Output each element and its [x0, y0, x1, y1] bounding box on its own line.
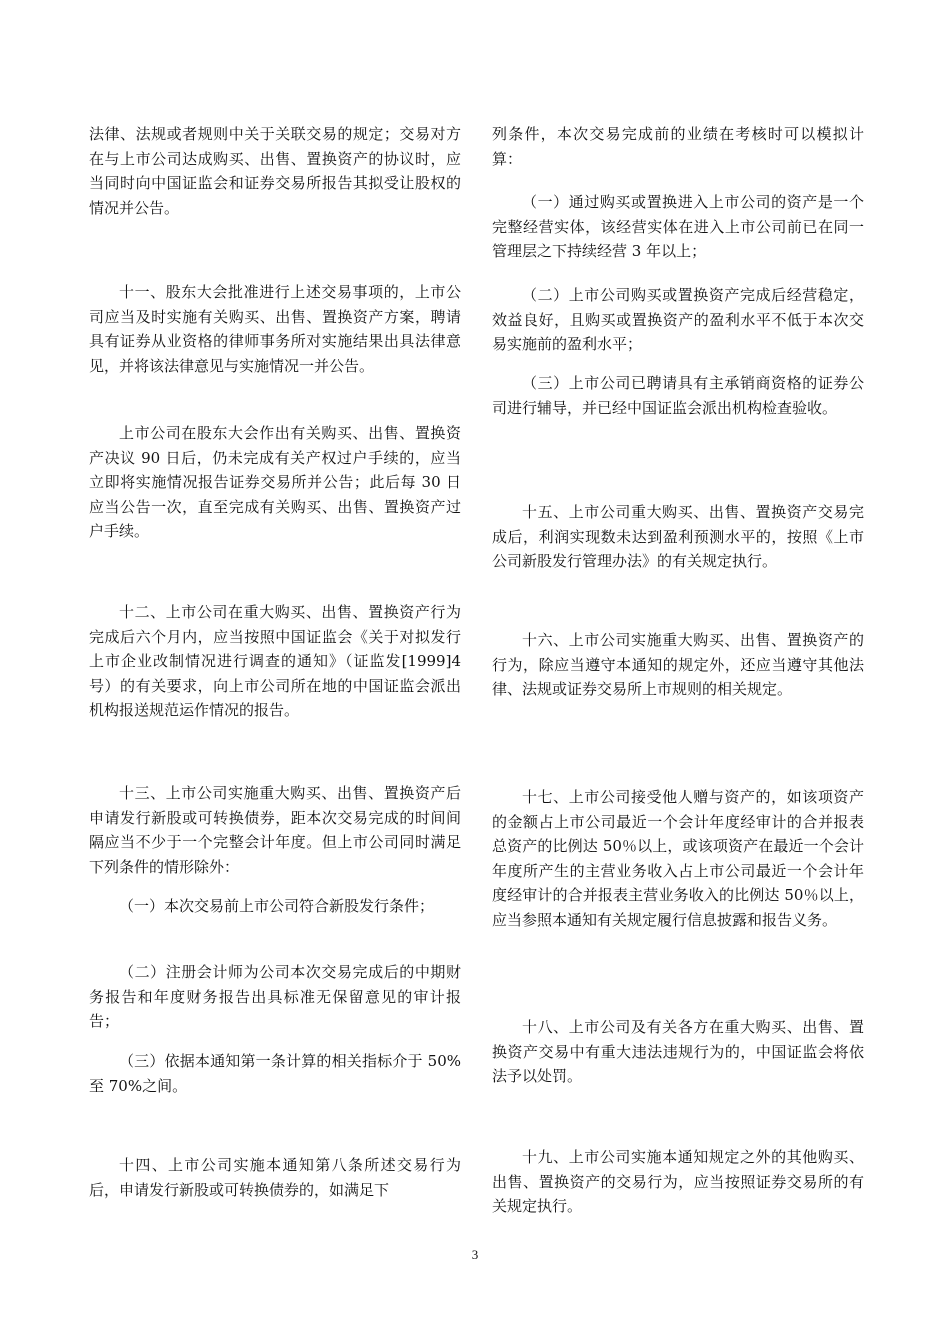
paragraph-article-16: 十六、上市公司实施重大购买、出售、置换资产的行为，除应当遵守本通知的规定外，还应当遵守其他法律、法规或证券交易所上市规则的相关规定。 — [492, 631, 864, 698]
paragraph-continuation: 法律、法规或者规则中关于关联交易的规定；交易对方在与上市公司达成购买、出售、置换资产的协议时，应当同时向中国证监会和证券交易所报告其拟受让股权的情况并公告。 — [89, 125, 461, 217]
paragraph-article-17: 十七、上市公司接受他人赠与资产的，如该项资产的金额占上市公司最近一个会计年度经审计的合并报表总资产的比例达 50％以上，或该项资产在最近一个会计年度所产生的主营业务收入占上市公司最近一个会计年度经审计的合并报表主营业务收入的比例达 50％以上，应当参照本通知有关规定履行信息披露和报告义务。 — [492, 788, 864, 929]
paragraph-article-11-implementation: 上市公司在股东大会作出有关购买、出售、置换资产决议 90 日后，仍未完成有关产权过户手续的，应当立即将实施情况报告证券交易所并公告；此后每 30 日应当公告一次，直至完成有关购买、出售、置换资产过户手续。 — [89, 424, 461, 540]
paragraph-article-14: 十四、上市公司实施本通知第八条所述交易行为后，申请发行新股或可转换债券的，如满足下 — [89, 1156, 461, 1199]
paragraph-article-11: 十一、股东大会批准进行上述交易事项的，上市公司应当及时实施有关购买、出售、置换资产方案，聘请具有证券从业资格的律师事务所对实施结果出具法律意见，并将该法律意见与实施情况一并公告。 — [89, 283, 461, 375]
page-number: 3 — [471, 1247, 479, 1262]
paragraph-continuation-right: 列条件，本次交易完成前的业绩在考核时可以模拟计算： — [492, 125, 864, 168]
paragraph-article-13: 十三、上市公司实施重大购买、出售、置换资产后申请发行新股或可转换债券，距本次交易完成的时间间隔应当不少于一个完整会计年度。但上市公司同时满足下列条件的情形除外： — [89, 784, 461, 876]
paragraph-article-14-item-1: （一）通过购买或置换进入上市公司的资产是一个完整经营实体，该经营实体在进入上市公司前已在同一管理层之下持续经营 3 年以上； — [492, 193, 864, 260]
paragraph-article-18: 十八、上市公司及有关各方在重大购买、出售、置换资产交易中有重大违法违规行为的，中国证监会将依法予以处罚。 — [492, 1018, 864, 1085]
paragraph-article-12: 十二、上市公司在重大购买、出售、置换资产行为完成后六个月内，应当按照中国证监会《关于对拟发行上市企业改制情况进行调查的通知》（证监发[1999]4 号）的有关要求，向上市公司所在地的中国证监会派出机构报送规范运作情况的报告。 — [89, 603, 461, 719]
paragraph-article-14-item-3: （三）上市公司已聘请具有主承销商资格的证券公司进行辅导，并已经中国证监会派出机构检查验收。 — [492, 374, 864, 417]
paragraph-article-13-item-3: （三）依据本通知第一条计算的相关指标介于 50%至 70%之间。 — [89, 1052, 461, 1095]
paragraph-article-13-item-2: （二）注册会计师为公司本次交易完成后的中期财务报告和年度财务报告出具标准无保留意见的审计报告； — [89, 963, 461, 1030]
paragraph-article-13-item-1: （一）本次交易前上市公司符合新股发行条件； — [119, 897, 435, 915]
paragraph-article-14-item-2: （二）上市公司购买或置换资产完成后经营稳定，效益良好，且购买或置换资产的盈利水平不低于本次交易实施前的盈利水平； — [492, 286, 864, 353]
paragraph-article-19: 十九、上市公司实施本通知规定之外的其他购买、出售、置换资产的交易行为，应当按照证券交易所的有关规定执行。 — [492, 1148, 864, 1215]
paragraph-article-15: 十五、上市公司重大购买、出售、置换资产交易完成后，利润实现数未达到盈利预测水平的，按照《上市公司新股发行管理办法》的有关规定执行。 — [492, 503, 864, 570]
